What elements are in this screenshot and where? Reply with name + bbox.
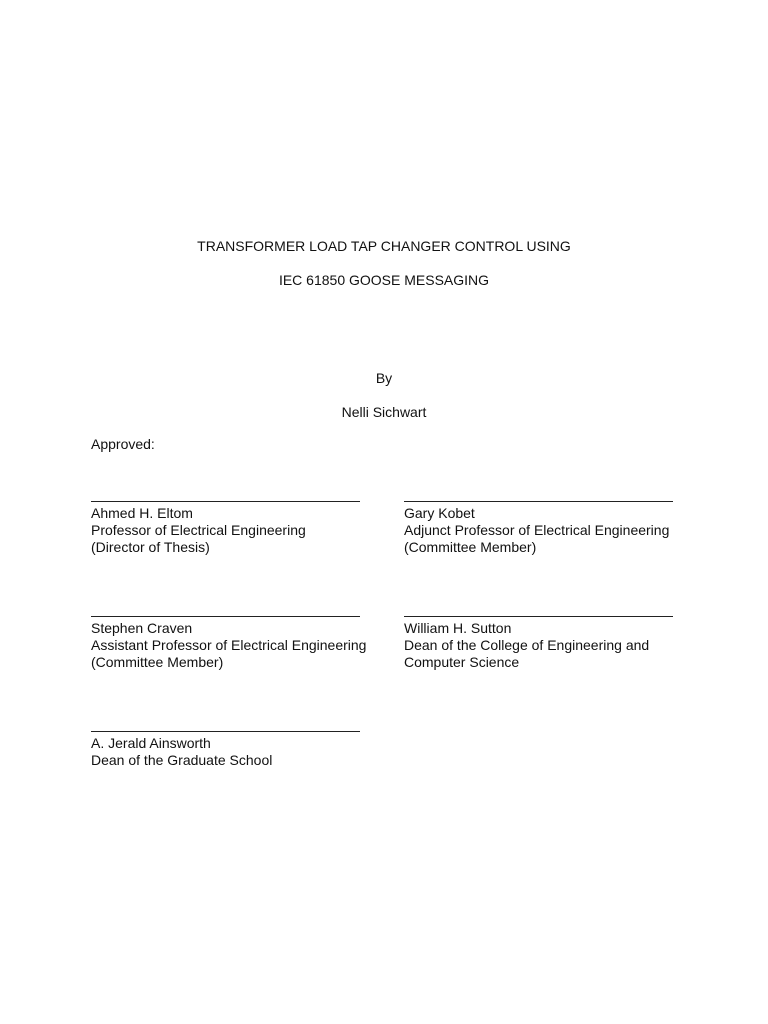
signatory-role: Professor of Electrical Engineering: [91, 522, 306, 538]
thesis-title-line-2: IEC 61850 GOOSE MESSAGING: [278, 272, 490, 288]
signatory-role: Adjunct Professor of Electrical Engineering: [404, 522, 670, 538]
signatory-note: (Director of Thesis): [91, 539, 210, 555]
signature-line: [91, 616, 360, 617]
approved-label: Approved:: [91, 436, 155, 452]
signatory-name: Ahmed H. Eltom: [91, 505, 193, 521]
signature-block-director: [91, 501, 381, 556]
by-label: By: [375, 370, 393, 386]
signature-line: [91, 501, 360, 502]
signature-block-dean-engineering: [404, 616, 694, 671]
author-name: Nelli Sichwart: [341, 404, 427, 420]
signature-line: [404, 616, 673, 617]
thesis-title-line-1: TRANSFORMER LOAD TAP CHANGER CONTROL USING: [197, 238, 571, 254]
signatory-note: (Committee Member): [91, 654, 224, 670]
signature-block-dean-graduate-school: [91, 731, 381, 769]
signatory-name: Stephen Craven: [91, 620, 193, 636]
signature-line: [91, 731, 360, 732]
signature-block-committee-member-2: [91, 616, 381, 671]
signatory-name: A. Jerald Ainsworth: [91, 735, 211, 751]
signatory-role: Dean of the Graduate School: [91, 752, 273, 768]
signatory-role: Assistant Professor of Electrical Engineering: [91, 637, 367, 653]
signatory-note: (Committee Member): [404, 539, 537, 555]
signatory-note: Computer Science: [404, 654, 520, 670]
signature-block-committee-member-1: [404, 501, 694, 556]
signatory-role: Dean of the College of Engineering and: [404, 637, 650, 653]
signatory-name: William H. Sutton: [404, 620, 512, 636]
signatory-name: Gary Kobet: [404, 505, 475, 521]
signature-line: [404, 501, 673, 502]
